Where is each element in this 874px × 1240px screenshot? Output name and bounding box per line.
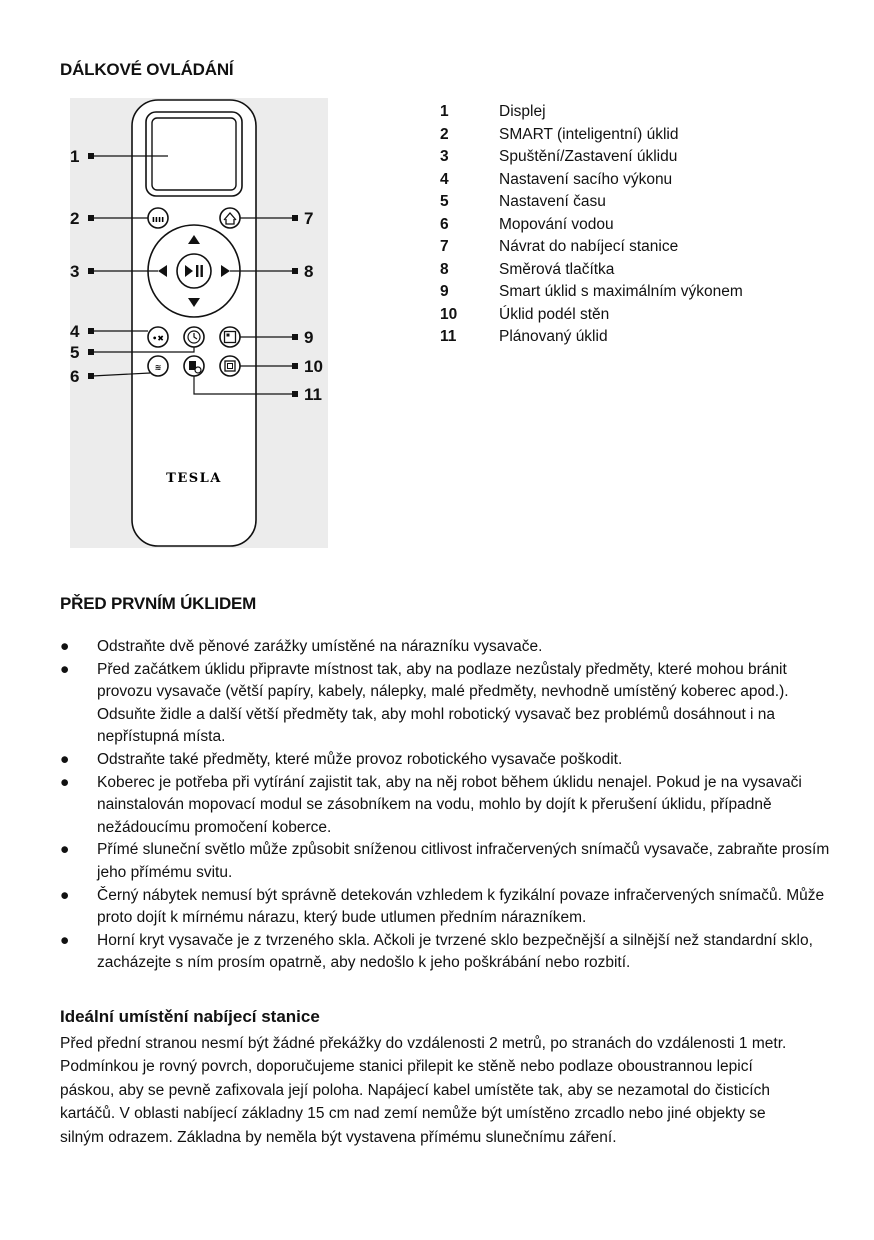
- legend-label: Mopování vodou: [499, 215, 614, 233]
- brand-logo: TESLA: [166, 471, 222, 486]
- svg-text:≋: ≋: [154, 363, 162, 372]
- callout-11: 11: [304, 385, 322, 404]
- bullet-icon: ●: [60, 931, 70, 949]
- display-screen: [152, 118, 236, 190]
- svg-text:ıııı: ıııı: [151, 215, 165, 225]
- legend-row: [440, 146, 743, 169]
- section-title-before-first-clean: PŘED PRVNÍM ÚKLIDEM: [60, 594, 257, 613]
- list-item: ● Koberec je potřeba při vytírání zajistit tak, aby na něj robot během úklidu nenajel. Pokud je na vysavači nainstalován mopovací modul se zásobníkem na vodu, mohlo by dojít k přerušení úklidu, případně nežádoucímu promočení koberce.: [60, 773, 802, 836]
- section-title-remote: DÁLKOVÉ OVLÁDÁNÍ: [60, 60, 234, 79]
- bullet-icon: ●: [60, 638, 70, 655]
- legend-row: [440, 169, 743, 192]
- legend-number: 5: [440, 193, 449, 210]
- callout-9: 9: [304, 328, 314, 347]
- bullet-icon: ●: [60, 660, 70, 678]
- callout-7: 7: [304, 209, 314, 228]
- callout-3: 3: [70, 262, 80, 281]
- max-power-smart-button: [220, 327, 240, 347]
- list-item: ● Odstraňte dvě pěnové zarážky umístěné na nárazníku vysavače.: [60, 636, 830, 659]
- legend-row: [440, 326, 743, 349]
- bullet-icon: ●: [60, 841, 70, 859]
- legend-row: [440, 304, 743, 327]
- legend-row: [440, 214, 743, 237]
- callout-4: 4: [70, 322, 80, 341]
- legend-number: 10: [440, 305, 458, 323]
- legend-row: [440, 259, 743, 282]
- section-title-dock-placement: Ideální umístění nabíjecí stanice: [60, 1007, 320, 1026]
- legend-number: 9: [440, 283, 449, 300]
- legend-label: Spuštění/Zastavení úklidu: [499, 148, 678, 165]
- legend-label: Displej: [499, 103, 546, 120]
- legend-label: Smart úklid s maximálním výkonem: [499, 283, 743, 300]
- callout-10: 10: [304, 357, 323, 376]
- callout-5: 5: [70, 343, 80, 362]
- legend-label: Směrová tlačítka: [499, 260, 615, 278]
- bullet-icon: ●: [60, 773, 70, 791]
- legend-label: Nastavení sacího výkonu: [499, 170, 673, 188]
- legend-row: [440, 124, 743, 147]
- legend-number: 3: [440, 148, 449, 165]
- legend-row: [440, 281, 743, 304]
- bullet-icon: ●: [60, 750, 70, 768]
- legend-number: 7: [440, 238, 449, 255]
- legend-number: 4: [440, 170, 449, 188]
- list-item: ● Horní kryt vysavače je z tvrzeného skla. Ačkoli je tvrzené sklo bezpečnější a silnější než standardní sklo, zacházejte s ním prosím opatrně, aby nedošlo k jeho poškrábání nebo rozbití.: [60, 931, 813, 972]
- bullet-icon: ●: [60, 886, 70, 904]
- legend-label: Plánovaný úklid: [499, 328, 608, 345]
- remote-control-illustration: [68, 96, 338, 556]
- legend-number: 8: [440, 260, 449, 278]
- legend-row: [440, 191, 743, 214]
- legend-row: [440, 236, 743, 259]
- legend-label: Nastavení času: [499, 193, 606, 210]
- legend-number: 1: [440, 103, 449, 120]
- callout-8: 8: [304, 262, 314, 281]
- list-item: ● Přímé sluneční světlo může způsobit sníženou citlivost infračervených snímačů vysavače, zabraňte prosím jeho přímému svitu.: [60, 841, 830, 881]
- start-stop-button: [177, 254, 211, 288]
- list-item: ● Odstraňte také předměty, které může provoz robotického vysavače poškodit.: [60, 749, 830, 772]
- legend-label: Návrat do nabíjecí stanice: [499, 238, 679, 255]
- button-legend: [440, 101, 743, 349]
- legend-number: 2: [440, 125, 449, 143]
- callout-6: 6: [70, 367, 80, 386]
- legend-label: Úklid podél stěn: [499, 305, 610, 323]
- legend-number: 6: [440, 215, 449, 233]
- callout-2: 2: [70, 209, 80, 228]
- wall-clean-button: [220, 356, 240, 376]
- legend-label: SMART (inteligentní) úklid: [499, 125, 679, 143]
- return-to-dock-button: [220, 208, 240, 228]
- legend-row: [440, 101, 743, 124]
- list-item: ● Černý nábytek nemusí být správně detekován vzhledem k fyzikální povaze infračervených snímačů. Může proto dojít k mírnému nárazu, který bude utlumen předním nárazníkem.: [60, 886, 825, 927]
- svg-text:•✖: •✖: [152, 334, 164, 343]
- dock-placement-paragraph: Před přední stranou nesmí být žádné překážky do vzdálenosti 2 metrů, po stranách do vzdálenosti 1 metr. Podmínkou je rovný povrch, doporučujeme stanici přilepit ke stěně nebo podlaze oboustrannou lepicí páskou, aby se pevně zafixovala její poloha. Napájecí kabel umístěte tak, aby se nezamotal do čisticích kartáčů. V oblasti nabíjecí základny 15 cm nad zemí nemůže být umístěno zrcadlo nebo jiné objekty se silným odrazem. Základna by neměla být vystavena přímému slunečnímu záření.: [60, 1035, 787, 1146]
- legend-number: 11: [440, 328, 457, 345]
- bullet-list: [60, 636, 830, 975]
- list-item: ● Před začátkem úklidu připravte místnost tak, aby na podlaze nezůstaly předměty, které mohou bránit provozu vysavače (větší papíry, kabely, nálepky, malé předměty, nevhodně umístěný koberec apod.). Odsuňte židle a další větší předměty tak, aby mohl robotický vysavač bez problémů dosáhnout i na nepřístupná místa.: [60, 660, 789, 746]
- callout-1: 1: [70, 147, 80, 166]
